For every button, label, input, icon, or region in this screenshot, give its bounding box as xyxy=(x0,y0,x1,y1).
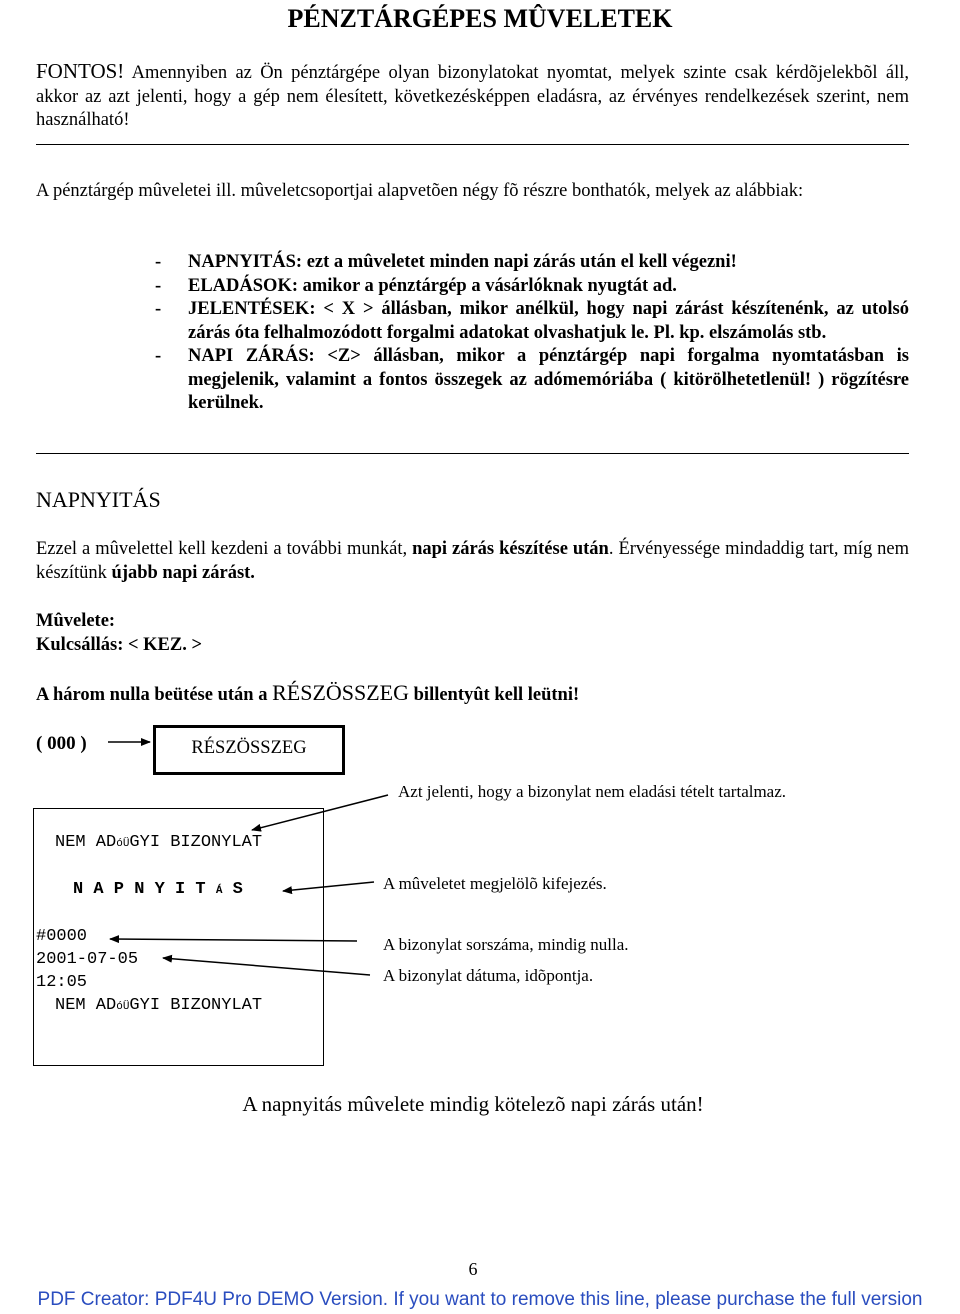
receipt-footer: NEM ADóÜGYI BIZONYLAT xyxy=(55,996,263,1015)
annotation-date: A bizonylat dátuma, idõpontja. xyxy=(383,966,594,985)
intro-paragraph: A pénztárgép mûveletei ill. mûveletcsoportjai alapvetõen négy fõ részre bonthatók, melyek az alábbiak: xyxy=(36,181,804,201)
receipt-header: NEM ADóÜGYI BIZONYLAT xyxy=(55,833,263,852)
instruction-line: A három nulla beütése után a RÉSZÖSSZEG billentyût kell leütni! xyxy=(36,680,580,705)
annotation-number: A bizonylat sorszáma, mindig nulla. xyxy=(383,935,629,954)
demo-watermark-line: PDF Creator: PDF4U Pro DEMO Version. If you want to remove this line, please purchase the full version xyxy=(37,1289,923,1310)
section-title: NAPNYITÁS xyxy=(36,487,161,512)
key-sequence: ( 000 ) xyxy=(36,733,87,754)
muvelete-label: Mûvelete: xyxy=(36,611,116,631)
arrow-number xyxy=(110,939,357,941)
fontos-label: FONTOS! xyxy=(36,59,125,83)
list-item: - JELENTÉSEK: < X > állásban, mikor anélkül, hogy napi zárást készítenénk, az utolsó zárás óta felhalmozódott forgalmi adatokat olvashatjuk le. Pl. kp. elszámolás stb. xyxy=(155,299,909,343)
list-item: - NAPI ZÁRÁS: <Z> állásban, mikor a pénztárgép napi forgalma nyomtatásban is megjelenik, valamint a fontos összegek az adómemóriába ( kitörölhetetlenül! ) rögzítésre kerülnek. xyxy=(155,346,909,413)
page-number: 6 xyxy=(468,1259,478,1279)
receipt-number: #0000 xyxy=(36,927,88,946)
annotation-header: Azt jelenti, hogy a bizonylat nem eladási tételt tartalmaz. xyxy=(398,782,787,801)
arrow-header xyxy=(252,795,388,830)
arrow-date xyxy=(163,958,370,975)
instruction-key: RÉSZÖSSZEG xyxy=(272,680,410,705)
receipt-title: N A P N Y I T Á S xyxy=(73,880,243,899)
kulcsallas-label: Kulcsállás: < KEZ. > xyxy=(36,635,203,655)
description-paragraph: Ezzel a mûvelettel kell kezdeni a további munkát, napi zárás készítése után. Érvényessége mindaddig tart, míg nem készítünk újabb napi zárást. xyxy=(36,539,909,583)
subtotal-key-label: RÉSZÖSSZEG xyxy=(191,738,307,758)
list-item: - NAPNYITÁS: ezt a mûveletet minden napi zárás után el kell végezni! xyxy=(155,252,737,272)
receipt-date: 2001-07-05 xyxy=(36,950,139,969)
receipt-time: 12:05 xyxy=(36,973,88,992)
list-item: - ELADÁSOK: amikor a pénztárgép a vásárlóknak nyugtát ad. xyxy=(155,275,677,296)
closing-note: A napnyitás mûvelete mindig kötelezõ napi zárás után! xyxy=(242,1092,704,1116)
page-title: PÉNZTÁRGÉPES MÛVELETEK xyxy=(287,4,673,33)
arrow-title xyxy=(283,882,374,891)
annotation-title: A mûveletet megjelölõ kifejezés. xyxy=(383,874,607,893)
fontos-text: Amennyiben az Ön pénztárgépe olyan bizonylatokat nyomtat, melyek szinte csak kérdõjelekbõl áll, akkor az azt jelenti, hogy a gép nem élesített, következésképpen eladásra, az érvényes rendelkezések szerint, nem használható! xyxy=(36,63,909,130)
